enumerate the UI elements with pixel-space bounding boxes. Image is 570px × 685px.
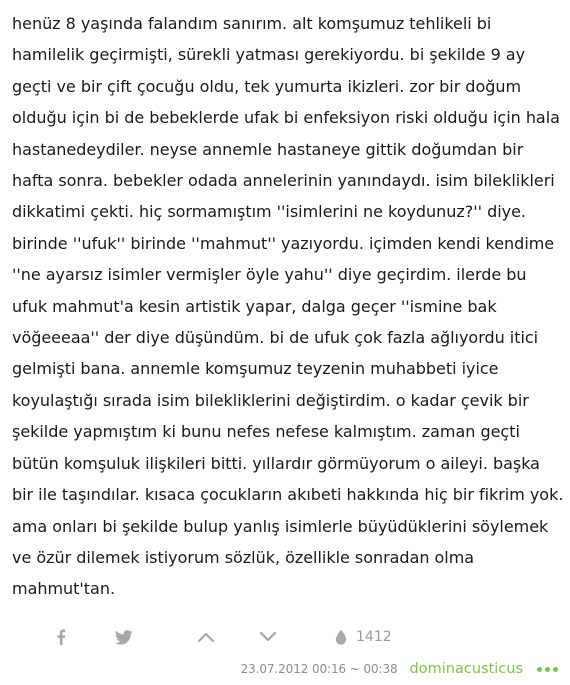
more-options-button[interactable] <box>537 659 558 679</box>
entry-actions <box>0 622 570 652</box>
chevron-down-icon <box>259 631 277 643</box>
favorite-button[interactable] <box>335 622 392 652</box>
facebook-share-button[interactable] <box>50 622 72 652</box>
chevron-up-icon <box>197 631 215 643</box>
entry-date[interactable]: 23.07.2012 00:16 ~ 00:38 <box>240 662 398 676</box>
downvote-button[interactable] <box>256 622 280 652</box>
drop-icon <box>335 629 347 645</box>
entry-author[interactable]: dominacusticus <box>409 661 523 677</box>
twitter-share-button[interactable] <box>112 622 136 652</box>
twitter-icon <box>115 630 133 645</box>
more-dots-icon <box>537 667 542 672</box>
entry-meta <box>241 657 558 681</box>
favorite-count[interactable]: 1412 <box>356 629 392 645</box>
facebook-icon <box>56 629 66 645</box>
entry-content: henüz 8 yaşında falandım sanırım. alt komşumuz tehlikeli bi hamilelik geçirmişti, sürekli yatması gerekiyordu. bi şekilde 9 ay geçti ve bir çift çocuğu oldu, tek yumurta ikizleri. zor bir doğum olduğu için bi de bebeklerde ufak bi enfeksiyon riski olduğu için hala hastanedeydiler. neyse annemle hastaneye gittik doğumdan bir hafta sonra. bebekler odada annelerinin yanındaydı. isim bileklikleri dikkatimi çekti. hiç sormamıştım ''isimlerini ne koydunuz?'' diye. birinde ''ufuk'' birinde ''mahmut'' yazıyordu. içimden kendi kendime ''ne ayarsız isimler vermişler öyle yahu'' diye geçirdim. ilerde bu ufuk mahmut'a kesin artistik yapar, dalga geçer ''ismine bak vöğeeeaa'' der diye düşündüm. bi de ufuk çok fazla ağlıyordu itici gelmişti bana. annemle komşumuz teyzenin muhabbeti iyice koyulaştığı sırada isim bilekliklerini değiştirdim. o kadar çevik bir şekilde yapmıştım ki bunu nefes nefese kalmıştım. zaman geçti bütün komşuluk ilişkileri bitti. yıllardır görmüyorum o aileyi. başka bir ile taşındılar. kısaca çocukların akıbeti hakkında hiç bir fikrim yok. ama onları bi şekilde bulup yanlış isimlerle büyüdüklerini söylemek ve özür dilemek istiyorum sözlük, özellikle sonradan olma mahmut'tan. <box>12 14 564 599</box>
upvote-button[interactable] <box>194 622 218 652</box>
